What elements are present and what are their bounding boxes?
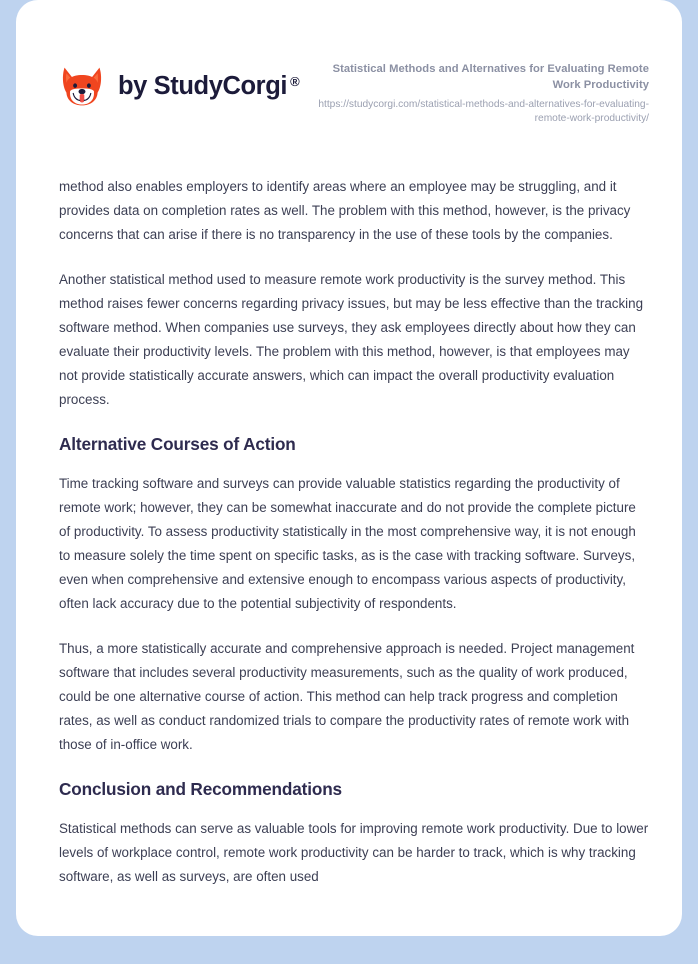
registered-trademark-icon: ® bbox=[290, 74, 300, 90]
section-heading: Alternative Courses of Action bbox=[59, 433, 296, 454]
section-heading: Conclusion and Recommendations bbox=[59, 779, 342, 799]
brand-wordmark bbox=[118, 74, 299, 100]
corgi-head-icon bbox=[59, 64, 105, 110]
body-paragraph: method also enables employers to identify areas where an employee may be struggling, and it provides data on completion rates as well. The problem with this method, however, is the privacy concerns that can arise if there is no transparency in the use of these tools by the companies. bbox=[59, 178, 631, 242]
document-body bbox=[16, 175, 682, 889]
document-header bbox=[16, 0, 682, 127]
body-paragraph: Thus, a more statistically accurate and comprehensive approach is needed. Project management software that includes several productivity measurements, such as the quality of work produced, could be one alternative course of action. This method can help track progress and completion rates, as well as conduct randomized trials to compare the productivity rates of remote work with those of in-office work. bbox=[59, 641, 635, 752]
body-paragraph: Time tracking software and surveys can provide valuable statistics regarding the productivity of remote work; however, they can be somewhat inaccurate and do not provide the complete picture of productivity. To assess productivity statistically in the most comprehensive way, it is not enough to measure solely the time spent on specific tasks, as is the case with tracking software. Surveys, even when comprehensive and extensive enough to encompass various aspects of productivity, often lack accuracy due to the potential subjectivity of respondents. bbox=[59, 476, 636, 611]
document-meta bbox=[309, 58, 649, 127]
body-paragraph: Another statistical method used to measure remote work productivity is the survey method. This method raises fewer concerns regarding privacy issues, but may be less effective than the tracking software method. When companies use surveys, they ask employees directly about how they can evaluate their productivity levels. The problem with this method, however, is that employees may not provide statistically accurate answers, which can impact the overall productivity evaluation process. bbox=[59, 271, 644, 407]
document-source-url: https://studycorgi.com/statistical-methods-and-alternatives-for-evaluating-remote-work-productivity/ bbox=[318, 98, 649, 125]
brand-name: by StudyCorgi bbox=[118, 72, 288, 101]
document-title: Statistical Methods and Alternatives for Evaluating Remote Work Productivity bbox=[332, 63, 649, 91]
body-paragraph: Statistical methods can serve as valuable tools for improving remote work productivity. Due to lower levels of workplace control, remote work productivity can be harder to track, which is why tracking software, as well as surveys, are often used bbox=[59, 821, 649, 885]
brand-logo bbox=[59, 58, 299, 110]
document-sheet bbox=[16, 0, 682, 936]
